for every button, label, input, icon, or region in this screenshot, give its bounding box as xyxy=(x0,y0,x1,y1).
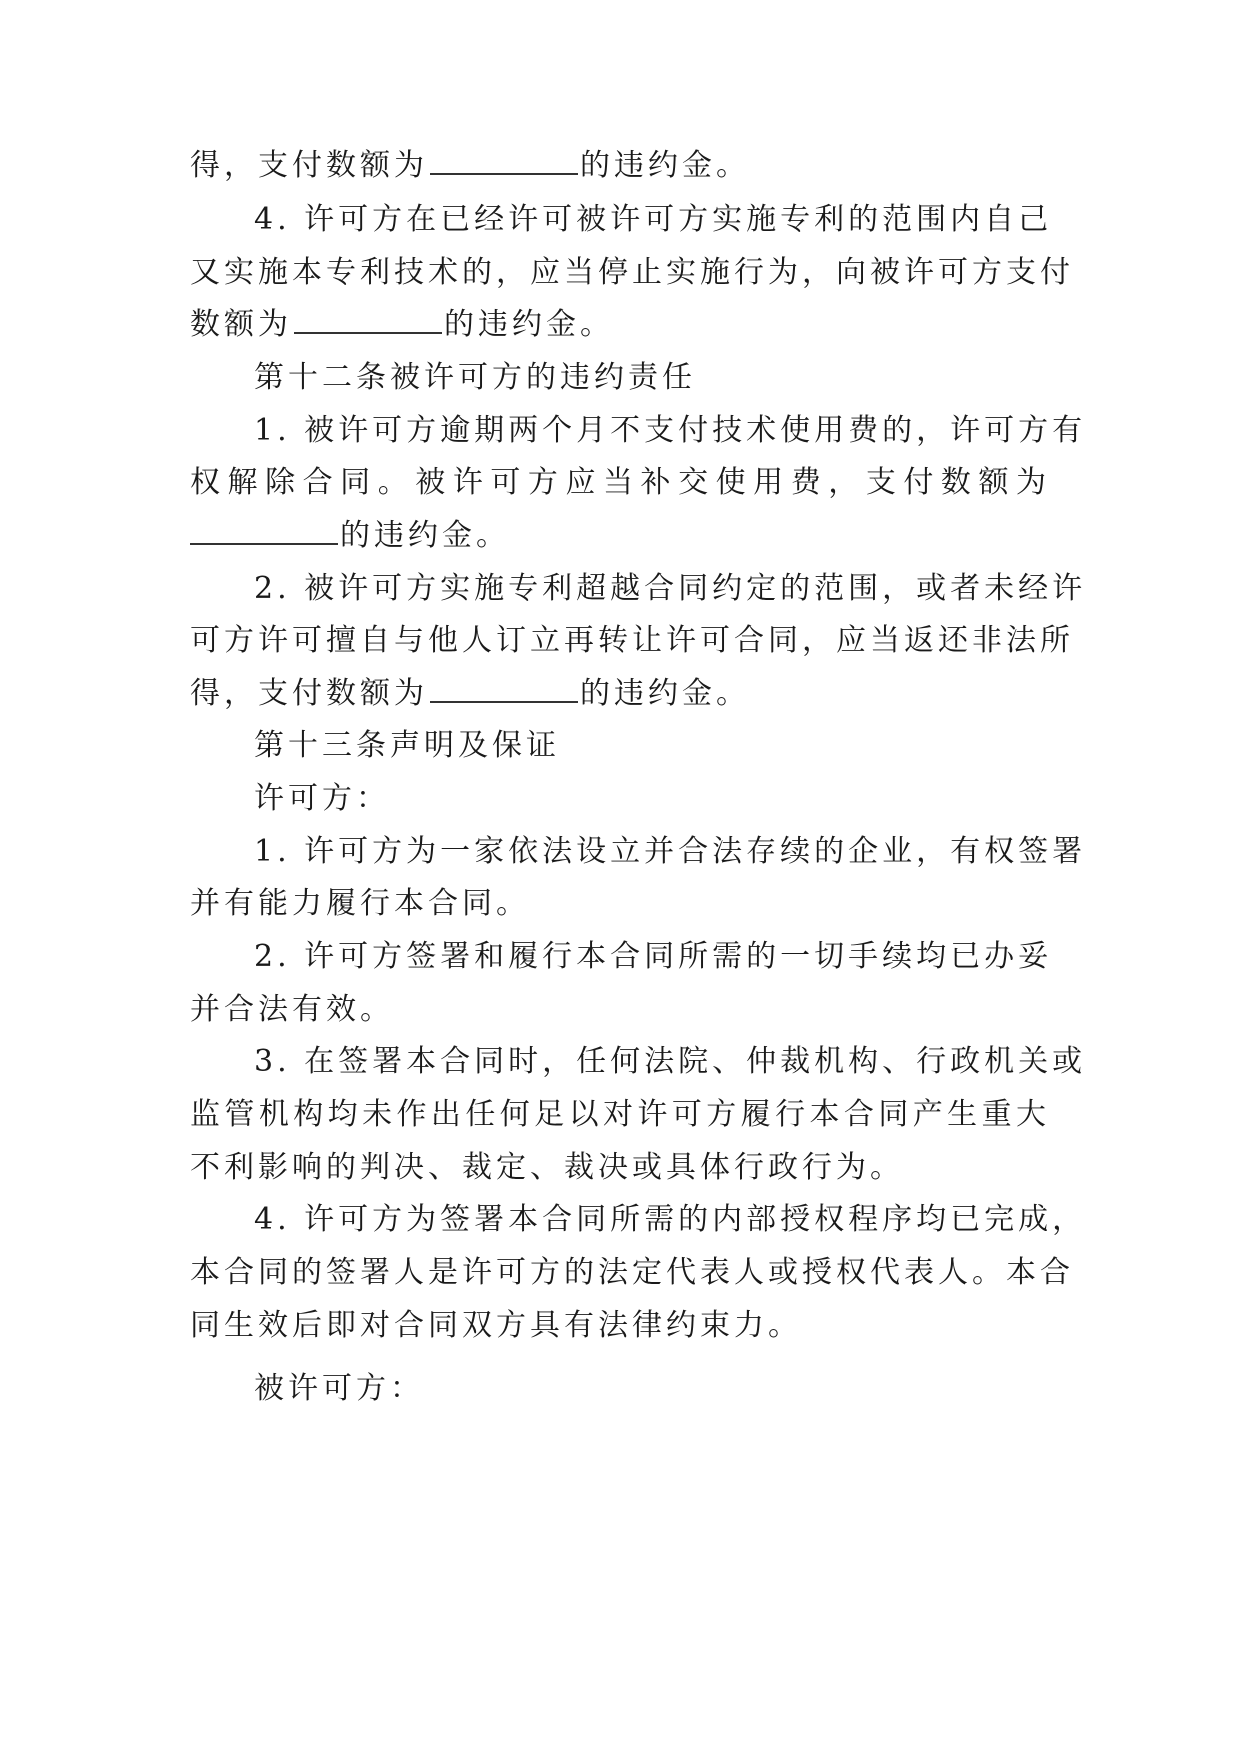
text-line: 不利影响的判决、裁定、裁决或具体行政行为。 xyxy=(190,1150,904,1185)
text-segment: 的违约金。 xyxy=(340,518,510,553)
blank-underline xyxy=(430,675,578,703)
party-label: 许可方： xyxy=(254,781,390,816)
text-line: 监管机构均未作出任何足以对许可方履行本合同产生重大 xyxy=(190,1097,1050,1132)
text-line: 3. 在签署本合同时，任何法院、仲裁机构、行政机关或 xyxy=(254,1044,1087,1079)
text-line: 同生效后即对合同双方具有法律约束力。 xyxy=(190,1308,802,1343)
blank-underline xyxy=(430,147,578,175)
text-line: 4. 许可方在已经许可被许可方实施专利的范围内自己 xyxy=(254,202,1053,237)
text-line: 权解除合同。被许可方应当补交使用费，支付数额为 xyxy=(190,465,1050,500)
text-line: 可方许可擅自与他人订立再转让许可合同，应当返还非法所 xyxy=(190,623,1074,658)
blank-underline xyxy=(294,306,442,334)
text-line: 并有能力履行本合同。 xyxy=(190,886,530,921)
text-segment: 数额为 xyxy=(190,307,292,342)
text-line: 2. 许可方签署和履行本合同所需的一切手续均已办妥 xyxy=(254,939,1053,974)
text-line xyxy=(190,146,1050,186)
text-line: 1. 被许可方逾期两个月不支付技术使用费的，许可方有 xyxy=(254,413,1087,448)
text-line: 本合同的签署人是许可方的法定代表人或授权代表人。本合 xyxy=(190,1255,1074,1290)
text-segment: 得，支付数额为 xyxy=(190,676,428,711)
text-segment: 的违约金。 xyxy=(580,676,750,711)
text-line xyxy=(190,305,1050,345)
text-line: 1. 许可方为一家依法设立并合法存续的企业，有权签署 xyxy=(254,834,1087,869)
section-heading: 第十二条被许可方的违约责任 xyxy=(254,360,696,395)
text-line: 4. 许可方为签署本合同所需的内部授权程序均已完成， xyxy=(254,1202,1087,1237)
blank-underline xyxy=(190,517,338,545)
text-line xyxy=(190,674,1050,714)
text-segment: 的违约金。 xyxy=(580,148,750,183)
text-line xyxy=(190,516,1050,556)
text-line: 2. 被许可方实施专利超越合同约定的范围，或者未经许 xyxy=(254,571,1087,606)
text-line: 又实施本专利技术的，应当停止实施行为，向被许可方支付 xyxy=(190,255,1074,290)
section-heading: 第十三条声明及保证 xyxy=(254,728,560,763)
text-segment: 得，支付数额为 xyxy=(190,148,428,183)
party-label: 被许可方： xyxy=(254,1371,424,1406)
text-line: 并合法有效。 xyxy=(190,992,394,1027)
text-segment: 的违约金。 xyxy=(444,307,614,342)
